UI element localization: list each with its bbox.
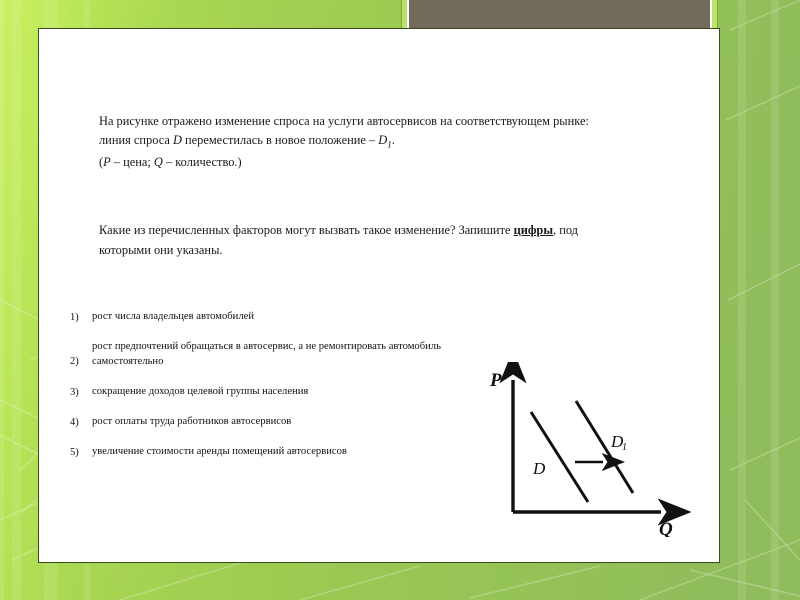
demand-curve-d1-subscript: 1 [622, 442, 627, 453]
demand-curve-d1-label: D [611, 432, 624, 451]
option-number: 4) [70, 417, 79, 428]
list-item[interactable] [70, 415, 470, 430]
question-intro-line-2-c: . [391, 132, 395, 147]
demand-curve-d [531, 412, 588, 502]
question-intro-paragraph [99, 112, 615, 172]
answer-options-list [70, 310, 470, 475]
option-number: 5) [70, 447, 79, 458]
option-number: 1) [70, 312, 79, 323]
demand-curve-d-label: D [533, 459, 546, 478]
symbol-d1-subscript: 1 [387, 138, 392, 149]
question-intro-line-3 [99, 153, 615, 172]
option-number: 2) [70, 356, 79, 367]
symbol-p: P [103, 155, 111, 170]
prompt-text-before: Какие из перечисленных факторов могут вызвать такое изменение? Запишите [99, 223, 514, 237]
symbol-d: D [172, 132, 182, 147]
question-intro-line-2-b: переместилась в новое положение – [181, 132, 379, 147]
quantity-definition: – количество.) [162, 155, 242, 170]
option-label: увеличение стоимости аренды помещений автосервисов [92, 446, 347, 457]
symbol-d1: D [378, 132, 388, 147]
option-label: рост числа владельцев автомобилей [92, 311, 254, 322]
price-axis-label: P [490, 370, 502, 391]
option-label: сокращение доходов целевой группы населения [92, 386, 309, 397]
question-prompt-paragraph [99, 220, 623, 260]
prompt-emphasis: цифры [513, 223, 553, 237]
symbol-q: Q [153, 155, 163, 170]
option-label: рост оплаты труда работников автосервисов [92, 416, 292, 427]
demand-shift-diagram [483, 362, 693, 537]
question-intro-line-2-a: рынке: линия спроса [99, 114, 589, 147]
paren-open: ( [99, 155, 104, 170]
list-item[interactable] [70, 340, 470, 369]
question-intro-line-1: На рисунке отражено изменение спроса на услуги автосервисов на соответствующем [99, 114, 550, 128]
list-item[interactable] [70, 385, 470, 400]
quantity-axis-label: Q [659, 519, 673, 537]
price-definition: – цена; [110, 155, 154, 170]
list-item[interactable] [70, 445, 470, 460]
option-label: рост предпочтений обращаться в автосервис, а не ремонтировать автомобиль самостоятельно [92, 341, 441, 367]
list-item[interactable] [70, 310, 470, 325]
option-number: 3) [70, 387, 79, 398]
demand-diagram-svg [483, 362, 693, 537]
prompt-text-after: , под которыми они указаны. [99, 223, 578, 257]
